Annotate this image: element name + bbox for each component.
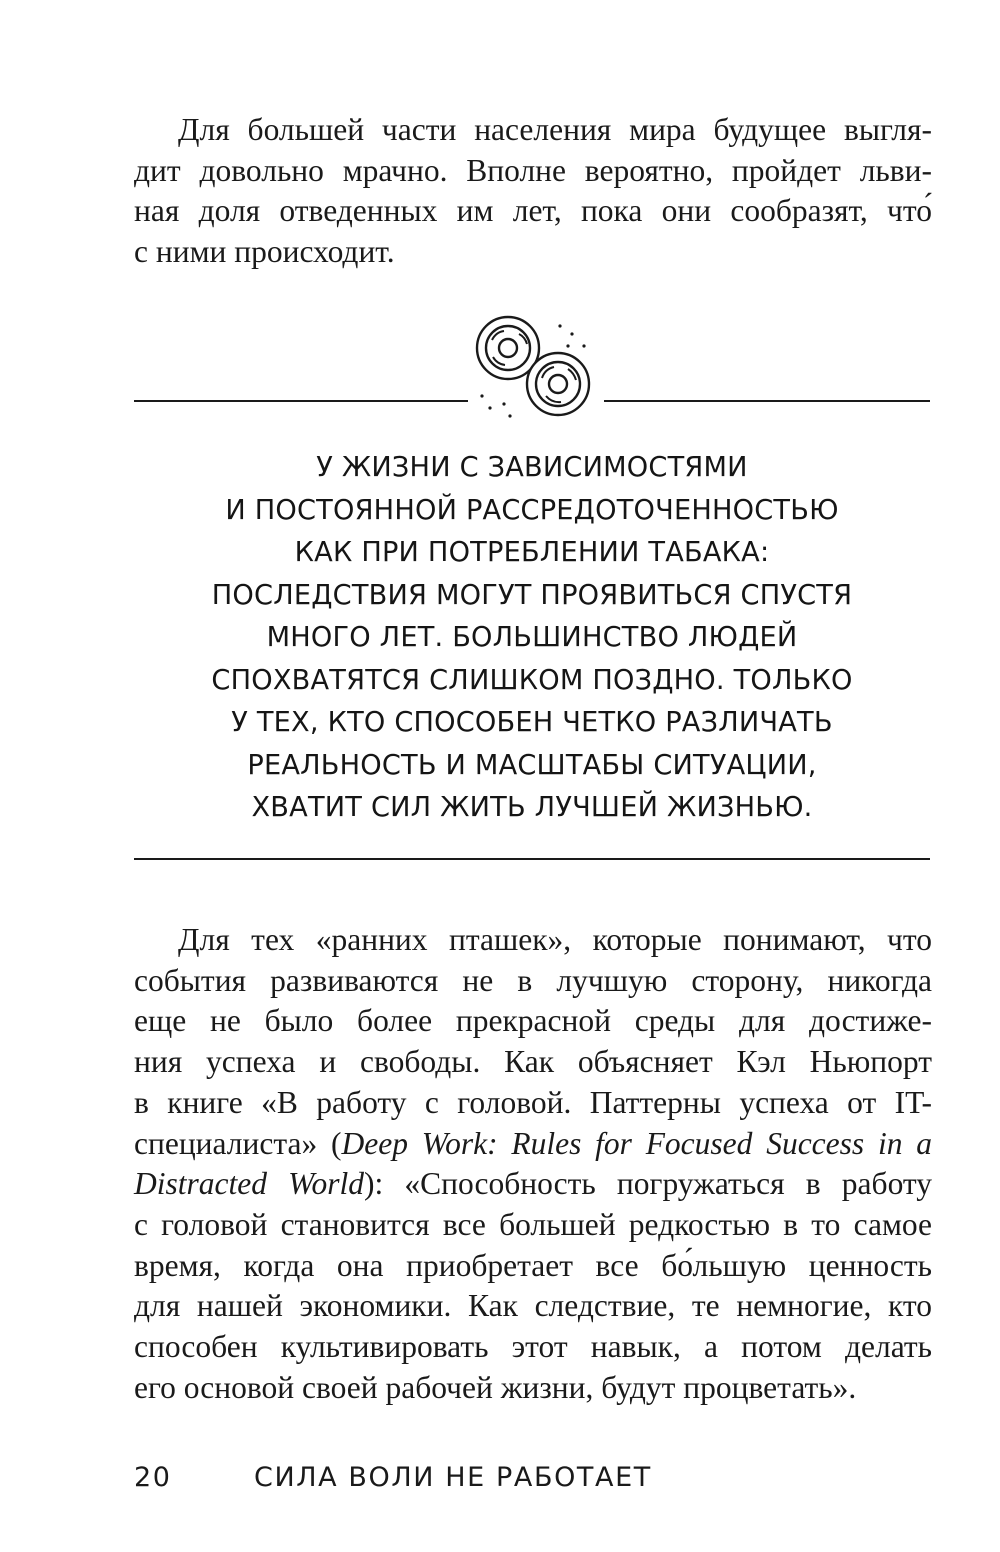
text-line: еще не было более прекрасной среды для достиже-: [134, 1003, 932, 1039]
pull-quote: [134, 447, 930, 830]
quote-line: ПОСЛЕДСТВИЯ МОГУТ ПРОЯВИТЬСЯ СПУСТЯ: [211, 579, 853, 611]
quote-line: И ПОСТОЯННОЙ РАССРЕДОТОЧЕННОСТЬЮ: [225, 494, 839, 526]
text-line: [134, 1124, 932, 1165]
quote-line: МНОГО ЛЕТ. БОЛЬШИНСТВО ЛЮДЕЙ: [266, 622, 798, 653]
text-line: с головой становится все большей редкостью в то самое: [134, 1206, 932, 1242]
text-line: время, когда она приобретает все бо́льшую ценность: [134, 1247, 932, 1283]
text-line: события развиваются не в лучшую сторону, никогда: [134, 962, 932, 998]
paragraph-intro: [134, 110, 932, 273]
text-segment: ): «Способность погружаться в работу: [363, 1166, 932, 1202]
quote-line: РЕАЛЬНОСТЬ И МАСШТАБЫ СИТУАЦИИ,: [247, 749, 817, 781]
quote-line: СПОХВАТЯТСЯ СЛИШКОМ ПОЗДНО. ТОЛЬКО: [211, 664, 853, 696]
book-title-italic: Distracted World: [134, 1166, 364, 1202]
divider-bottom: [134, 858, 930, 860]
paragraph-main: [134, 920, 932, 1408]
quote-line: У ЖИЗНИ С ЗАВИСИМОСТЯМИ: [316, 452, 748, 483]
text-line: его основой своей рабочей жизни, будут процветать».: [134, 1369, 857, 1405]
text-line: для нашей экономики. Как следствие, те немногие, кто: [134, 1288, 932, 1324]
page-footer: [134, 1462, 652, 1493]
quote-line: ХВАТИТ СИЛ ЖИТЬ ЛУЧШЕЙ ЖИЗНЬЮ.: [251, 792, 813, 823]
text-line: Для большей части населения мира будущее выгля-: [178, 112, 932, 147]
donuts-icon: [466, 312, 606, 422]
text-line: [134, 1164, 932, 1205]
text-line: дит довольно мрачно. Вполне вероятно, пройдет льви-: [134, 152, 932, 188]
text-line: способен культивировать этот навык, а потом делать: [134, 1329, 932, 1365]
text-line: ная доля отведенных им лет, пока они сообразят, что́: [134, 193, 932, 229]
book-title-italic: Deep Work: Rules for Focused Success in a: [341, 1125, 932, 1161]
text-line: в книге «В работу с головой. Паттерны успеха от IT-: [134, 1084, 932, 1120]
divider-right: [604, 400, 930, 402]
text-line: Для тех «ранних пташек», которые понимают, что: [178, 922, 932, 957]
text-segment: специалиста» (: [134, 1125, 342, 1161]
text-line: ния успеха и свободы. Как объясняет Кэл Ньюпорт: [134, 1044, 932, 1080]
divider-left: [134, 400, 468, 402]
running-title: СИЛА ВОЛИ НЕ РАБОТАЕТ: [254, 1462, 652, 1493]
page-number: 20: [134, 1462, 172, 1493]
text-line: с ними происходит.: [134, 234, 395, 270]
quote-line: У ТЕХ, КТО СПОСОБЕН ЧЕТКО РАЗЛИЧАТЬ: [231, 707, 833, 738]
quote-line: КАК ПРИ ПОТРЕБЛЕНИИ ТАБАКА:: [294, 537, 770, 568]
